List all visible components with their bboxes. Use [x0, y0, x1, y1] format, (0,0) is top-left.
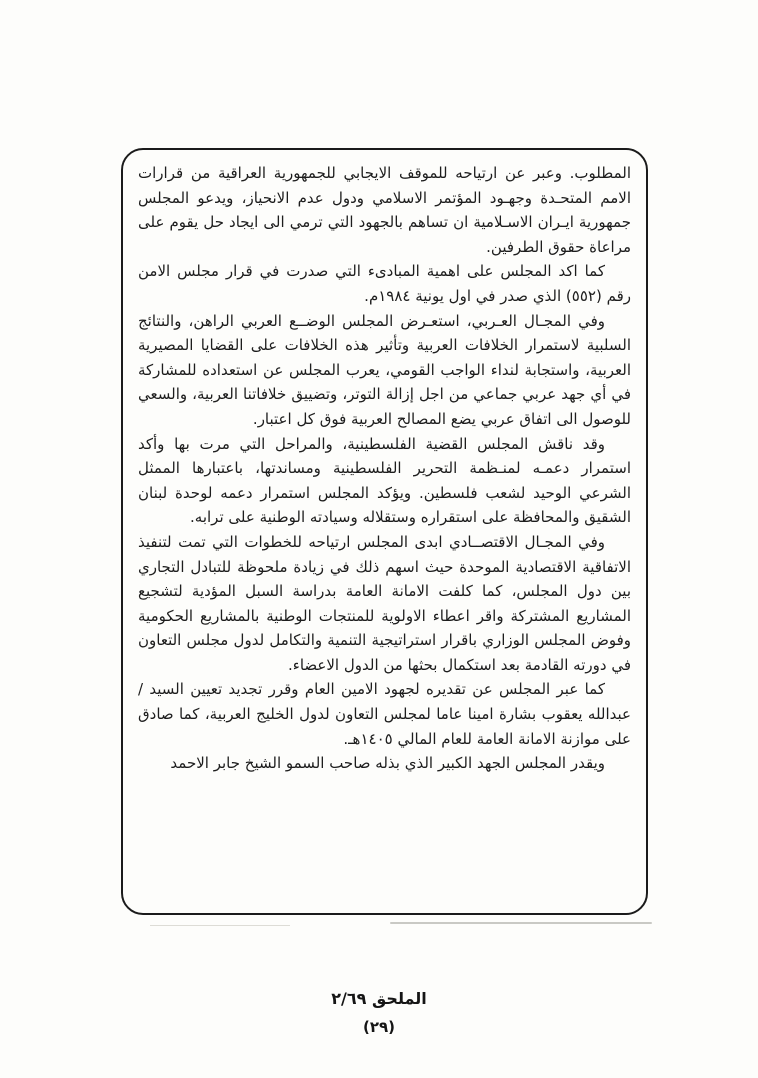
body-paragraph: المطلوب. وعبر عن ارتياحه للموقف الايجابي للجمهورية العراقية من قرارات الامم المتحـدة وجهـود المؤتمر الاسلامي ودول عدم الانحياز، ويدعو المجلس جمهورية ايـران الاسـلامية ان تساهم بالجهود التي ترمي الى ايجاد حل يقوم على مراعاة حقوق الطرفين. [138, 164, 631, 256]
document-border-frame [121, 148, 648, 915]
body-paragraph: كما اكد المجلس على اهمية المبادىء التي صدرت في قرار مجلس الامن رقم (٥٥٢) الذي صدر في اول يونية ١٩٨٤م. [138, 262, 631, 305]
body-paragraph: كما عبر المجلس عن تقديره لجهود الامين العام وقرر تجديد تعيين السيد / عبدالله يعقوب بشارة امينا عاما لمجلس التعاون لدول الخليج العربية، كما صادق على موازنة الامانة العامة للعام المالي ١٤٠٥هـ. [138, 680, 631, 748]
page-footer [0, 989, 758, 1037]
scan-artifact-line [390, 922, 652, 924]
body-paragraph: وفي المجـال العـربي، استعـرض المجلس الوضــع العربي الراهن، والنتائج السلبية لاستمرار الخلافات العربية وتأثير هذه الخلافات على القضايا المصيرية العربية، واستجابة لنداء الواجب القومي، يعرب المجلس عن استعداده للمشاركة في أي جهد عربي جماعي من اجل إزالة التوتر، وتضييق خلافاتنا العربية، والسعي للوصول الى اتفاق عربي يضع المصالح العربية فوق كل اعتبار. [138, 311, 631, 428]
page-number: (٢٩) [362, 1018, 396, 1036]
body-paragraph: وقد ناقش المجلس القضية الفلسطينية، والمراحل التي مرت بها وأكد استمرار دعمـه لمنـظمة التحرير الفلسطينية ومساندتها، باعتبارها الممثل الشرعي الوحيد لشعب فلسطين. ويؤكد المجلس استمرار دعمه لوحدة لبنان الشقيق والمحافظة على استقراره وستقلاله وسيادته الوطنية على ترابه. [138, 434, 631, 527]
body-paragraph: وفي المجـال الاقتصــادي ابدى المجلس ارتياحه للخطوات التي تمت لتنفيذ الاتفاقية الاقتصادية الموحدة حيث اسهم ذلك في زيادة ملحوظة للتبادل التجاري بين دول المجلس، كما كلفت الامانة العامة بدراسة السبل المؤدية لتشجيع المشاريع المشتركة واقر اعطاء الاولوية للمنتجات الوطنية بالمشاريع الحكومية وفوض المجلس الوزاري باقرار استراتيجية التنمية والتكامل لدول مجلس التعاون في دورته القادمة بعد استكمال بحثها من الدول الاعضاء. [138, 532, 631, 674]
scan-artifact-line [150, 925, 290, 926]
body-paragraph: ويقدر المجلس الجهد الكبير الذي بذله صاحب السمو الشيخ جابر الاحمد [170, 754, 605, 773]
appendix-label: الملحق ٢/٦٩ [331, 989, 427, 1008]
